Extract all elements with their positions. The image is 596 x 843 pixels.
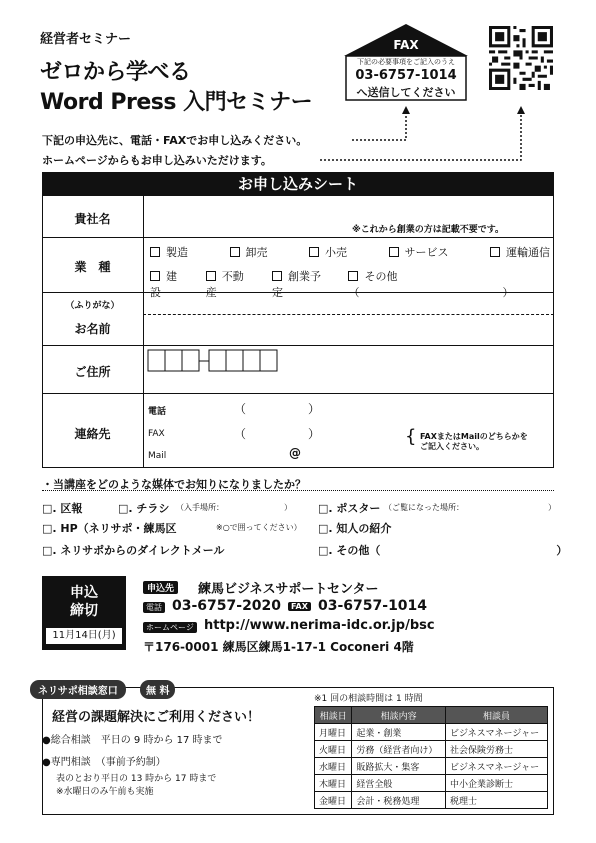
form-row-line bbox=[42, 237, 554, 238]
form-row-line bbox=[42, 393, 554, 394]
industry-options-row1 bbox=[150, 244, 550, 260]
mail-label: Mail bbox=[148, 451, 167, 461]
table-cell: 社会保険労務士 bbox=[445, 741, 547, 758]
table-cell: 金曜日 bbox=[315, 792, 352, 809]
fax-note: 下記の必要事項をご記入のうえ bbox=[357, 58, 455, 66]
tel-label: 電話 bbox=[148, 407, 167, 417]
hp-note: ※○で囲ってください） bbox=[216, 523, 302, 532]
consult-item1: ●総合相談 平日の 9 時から 17 時まで bbox=[42, 735, 223, 746]
contact-address: 〒176-0001 練馬区練馬1-17-1 Coconeri 4階 bbox=[143, 640, 414, 654]
checkbox-icon[interactable] bbox=[309, 247, 319, 257]
intro-line2: ホームページからもお申し込みいただけます。 bbox=[42, 154, 272, 167]
checkbox-icon[interactable] bbox=[348, 271, 358, 281]
industry-option[interactable]: 運輸通信 bbox=[490, 244, 550, 260]
consult-item2-sub1: 表のとおり平日の 13 時から 17 時まで bbox=[56, 774, 217, 784]
table-cell: 会計・税務処理 bbox=[352, 792, 446, 809]
industry-label: 業 種 bbox=[74, 260, 111, 274]
industry-option[interactable]: 卸売 bbox=[230, 244, 268, 260]
fax-paren-open: （ bbox=[234, 427, 247, 441]
furigana-label: （ふりがな） bbox=[65, 301, 120, 311]
poster-note: （ご覧になった場所： ） bbox=[384, 503, 556, 512]
consult-schedule-table bbox=[314, 706, 548, 809]
checkbox-icon[interactable] bbox=[490, 247, 500, 257]
table-cell: 月曜日 bbox=[315, 724, 352, 741]
industry-option[interactable]: 不動産 bbox=[205, 270, 244, 299]
contact-note: FAXまたはMailのどちらかを ご記入ください。 bbox=[420, 432, 528, 451]
deadline-label: 申込 締切 bbox=[70, 585, 98, 619]
table-row bbox=[315, 775, 548, 792]
company-label: 貴社名 bbox=[74, 212, 111, 226]
table-cell: 販路拡大・集客 bbox=[352, 758, 446, 775]
fax-send: へ送信してください bbox=[356, 86, 456, 99]
tel-paren-open: （ bbox=[234, 402, 247, 416]
consult-headline: 経営の課題解決にご利用ください！ bbox=[52, 710, 261, 725]
consult-note: ※1 回の相談時間は 1 時間 bbox=[314, 694, 423, 704]
table-cell: 税理士 bbox=[445, 792, 547, 809]
table-cell: 水曜日 bbox=[315, 758, 352, 775]
checkbox-icon[interactable] bbox=[206, 271, 216, 281]
consult-item2: ●専門相談 （事前予約制） bbox=[42, 757, 166, 768]
table-row bbox=[315, 724, 548, 741]
table-cell: 木曜日 bbox=[315, 775, 352, 792]
source-question: ・当講座をどのような媒体でお知りになりましたか？ bbox=[42, 478, 306, 491]
title-line2: Word Press 入門セミナー bbox=[40, 90, 313, 115]
fax-tag: FAX bbox=[288, 602, 311, 611]
fax-number: 03-6757-1014 bbox=[355, 68, 457, 83]
table-cell: 中小企業診断士 bbox=[445, 775, 547, 792]
company-note: ※これから創業の方は記載不要です。 bbox=[352, 225, 505, 235]
industry-option[interactable]: サービス bbox=[389, 244, 449, 260]
source-divider bbox=[42, 490, 554, 491]
contact-url[interactable]: http://www.nerima-idc.or.jp/bsc bbox=[204, 618, 435, 633]
apply-tag: 申込先 bbox=[143, 581, 178, 594]
checkbox-icon[interactable] bbox=[150, 247, 160, 257]
table-header: 相談員 bbox=[445, 707, 547, 724]
name-field[interactable] bbox=[150, 318, 545, 342]
industry-option[interactable]: 建設 bbox=[150, 270, 177, 299]
source-option-dm[interactable]: □. ネリサポからのダイレクトメール bbox=[42, 544, 225, 557]
table-row bbox=[315, 741, 548, 758]
industry-option[interactable]: 創業予定 bbox=[271, 270, 321, 299]
form-row-line bbox=[42, 345, 554, 346]
source-option-kuho[interactable]: □. 区報 bbox=[42, 502, 83, 515]
industry-option[interactable]: 製造 bbox=[150, 244, 188, 260]
table-header: 相談内容 bbox=[352, 707, 446, 724]
page-title bbox=[40, 58, 312, 118]
contact-label: 連絡先 bbox=[74, 427, 111, 441]
fax-label: FAX bbox=[393, 38, 419, 52]
consult-badge: ネリサポ相談窓口 bbox=[30, 680, 126, 699]
furigana-divider bbox=[143, 314, 554, 315]
table-cell: 起業・創業 bbox=[352, 724, 446, 741]
checkbox-icon[interactable] bbox=[150, 271, 160, 281]
table-cell: ビジネスマネージャー bbox=[445, 758, 547, 775]
industry-option[interactable]: 小売 bbox=[309, 244, 347, 260]
name-label: お名前 bbox=[74, 322, 111, 336]
checkbox-icon[interactable] bbox=[272, 271, 282, 281]
contact-brace: { bbox=[405, 426, 417, 447]
source-option-poster[interactable]: □. ポスター bbox=[318, 502, 381, 515]
contact-fax: 03-6757-1014 bbox=[318, 598, 428, 614]
form-title: お申し込みシート bbox=[42, 172, 554, 196]
postal-code-boxes[interactable] bbox=[147, 349, 281, 373]
flyer-note: （入手場所： ） bbox=[176, 503, 292, 512]
consult-item2-sub2: ※水曜日のみ午前も実施 bbox=[56, 787, 154, 797]
kicker: 経営者セミナー bbox=[40, 32, 132, 47]
contact-tel: 03-6757-2020 bbox=[172, 598, 282, 614]
company-name-field[interactable] bbox=[150, 200, 545, 220]
fax-label-field: FAX bbox=[148, 429, 165, 439]
table-cell: 経営全般 bbox=[352, 775, 446, 792]
industry-option[interactable]: その他（ ） bbox=[348, 270, 514, 299]
checkbox-icon[interactable] bbox=[230, 247, 240, 257]
table-row bbox=[315, 792, 548, 809]
furigana-field[interactable] bbox=[150, 296, 545, 312]
org-name: 練馬ビジネスサポートセンター bbox=[198, 582, 379, 597]
checkbox-icon[interactable] bbox=[389, 247, 399, 257]
table-cell: 火曜日 bbox=[315, 741, 352, 758]
table-row bbox=[315, 758, 548, 775]
deadline-date: 11月14日(月) bbox=[46, 628, 122, 644]
tel-tag: 電話 bbox=[143, 602, 165, 613]
intro-line1: 下記の申込先に、電話・FAXでお申し込みください。 bbox=[42, 134, 308, 147]
table-cell: 労務（経営者向け） bbox=[352, 741, 446, 758]
source-option-flyer[interactable]: □. チラシ bbox=[118, 502, 170, 515]
table-header: 相談日 bbox=[315, 707, 352, 724]
title-line1: ゼロから学べる bbox=[40, 60, 191, 85]
source-option-referral[interactable]: □. 知人の紹介 bbox=[318, 522, 392, 535]
table-cell: ビジネスマネージャー bbox=[445, 724, 547, 741]
free-badge: 無 料 bbox=[140, 680, 175, 699]
fax-paren-close: ） bbox=[308, 427, 321, 441]
source-option-hp[interactable]: □. HP（ネリサポ・練馬区 bbox=[42, 522, 177, 535]
at-sign: @ bbox=[289, 446, 301, 460]
source-option-other[interactable]: □. その他（ ） bbox=[318, 544, 568, 557]
hp-tag: ホームページ bbox=[143, 622, 197, 633]
qr-code-icon[interactable] bbox=[489, 26, 553, 90]
tel-paren-close: ） bbox=[308, 402, 321, 416]
address-label: ご住所 bbox=[74, 365, 111, 379]
